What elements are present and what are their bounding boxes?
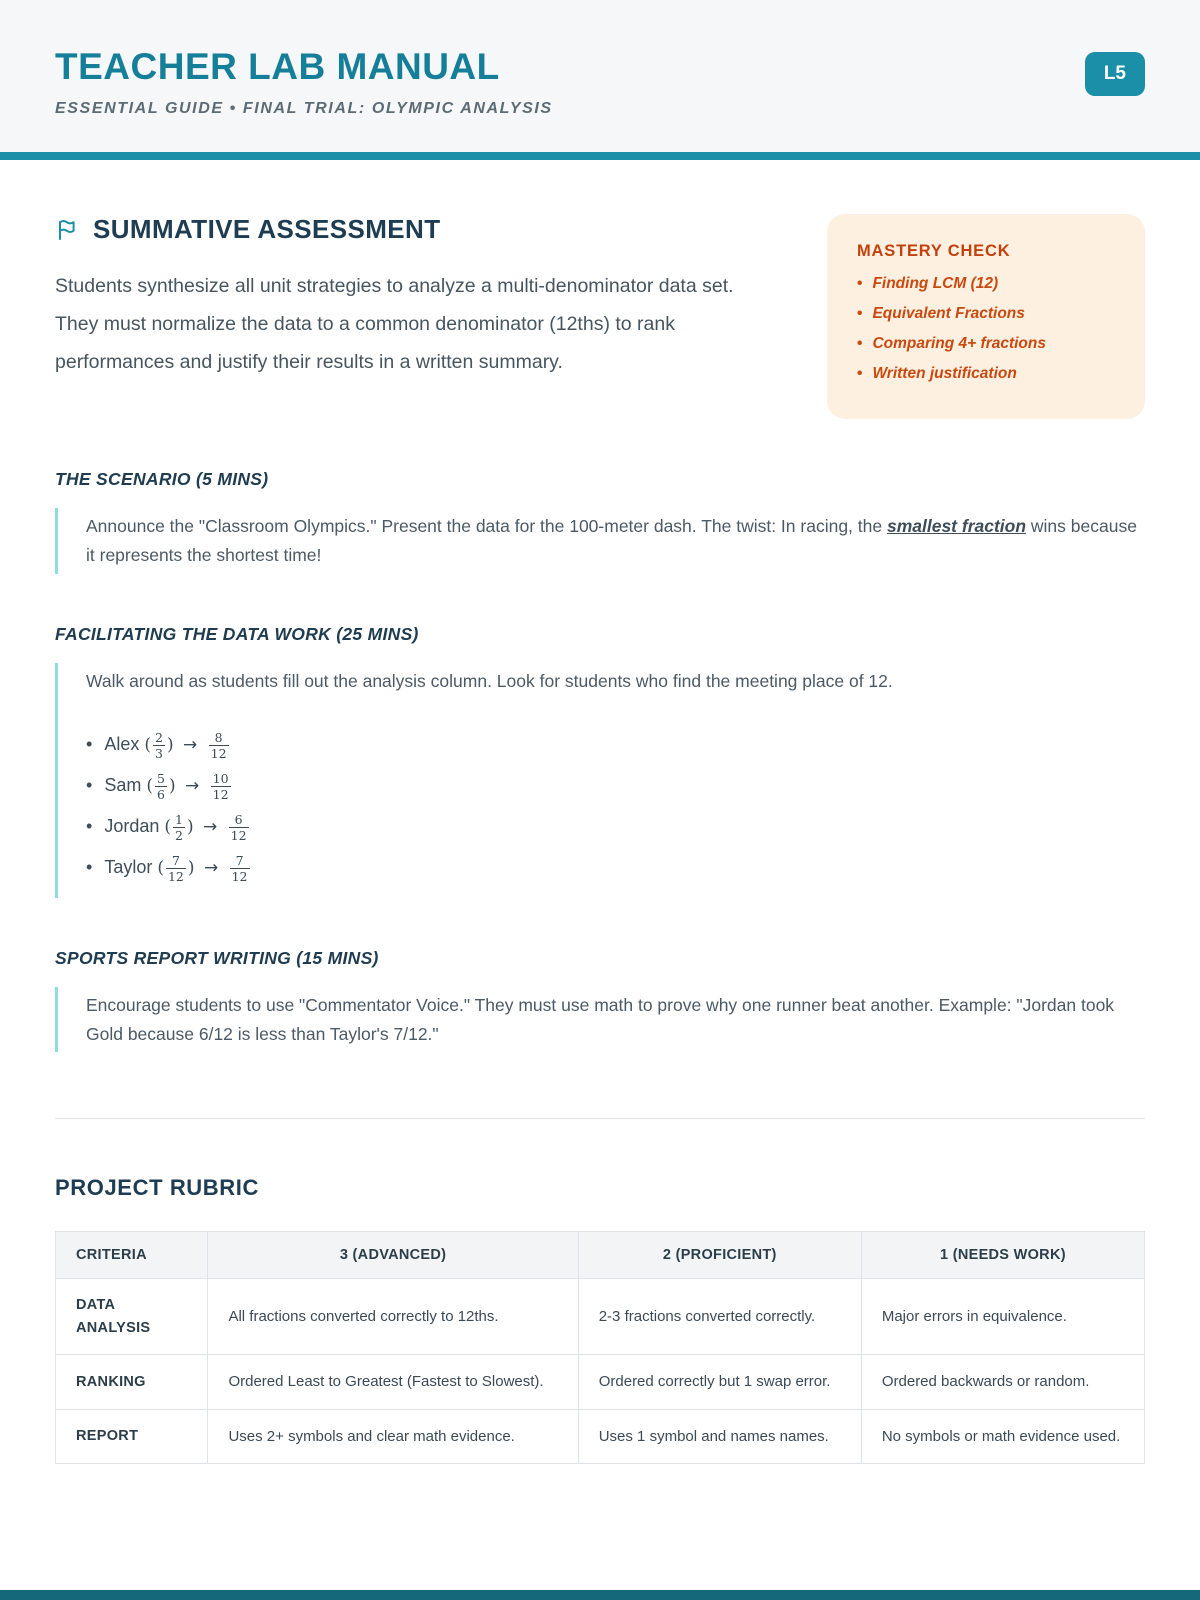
report-text: Encourage students to use "Commentator Voice." They must use math to prove why one runner beat another. Example: "Jordan took Gold because 6/12 is less than Taylor's 7/12."	[86, 994, 1115, 1044]
student-line	[86, 812, 1145, 843]
fraction-conversion: ( $\frac{1}{2}$ ) → $\frac{6}{12}$	[164, 811, 247, 843]
footer-accent-bar	[0, 1590, 1200, 1600]
top-accent-bar	[0, 152, 1200, 160]
fraction: $\frac{2}{3}$	[154, 729, 163, 761]
document-header	[0, 0, 1200, 152]
mastery-check-list	[857, 275, 1115, 383]
column-header-criteria: CRITERIA	[56, 1232, 208, 1279]
scenario-text	[86, 512, 1145, 570]
mastery-item: • Equivalent Fractions	[857, 305, 1115, 323]
rubric-cell: 2-3 fractions converted correctly.	[578, 1279, 861, 1355]
fraction: $\frac{5}{6}$	[156, 770, 165, 802]
rubric-row	[56, 1409, 1145, 1463]
fraction-conversion: ( $\frac{7}{12}$ ) → $\frac{7}{12}$	[157, 852, 248, 884]
fraction: $\frac{10}{12}$	[212, 770, 229, 802]
rubric-table	[55, 1231, 1145, 1463]
scenario-emphasis: smallest fraction	[886, 516, 1027, 536]
assessment-description: Students synthesize all unit strategies to analyze a multi-denominator data set. They must normalize the data to a common denominator (12ths) to rank performances and justify their results in a written summary.	[55, 275, 734, 374]
scenario-text-before: Announce the "Classroom Olympics." Present the data for the 100-meter dash. The twist: In racing, the	[86, 516, 887, 536]
rubric-cell: Ordered correctly but 1 swap error.	[578, 1355, 861, 1409]
lesson-badge: L5	[1085, 52, 1145, 96]
arrow-icon: →	[203, 816, 218, 837]
fraction: $\frac{7}{12}$	[167, 852, 184, 884]
student-fraction-list	[86, 730, 1145, 884]
rubric-cell: No symbols or math evidence used.	[861, 1409, 1144, 1463]
facilitating-quote	[55, 663, 1145, 898]
scenario-text-after: wins because it represents the shortest time!	[86, 516, 1137, 565]
arrow-icon: →	[184, 775, 200, 796]
mastery-item: • Comparing 4+ fractions	[857, 335, 1115, 353]
arrow-icon: →	[182, 734, 198, 755]
fraction: $\frac{6}{12}$	[230, 811, 247, 843]
student-line	[86, 853, 1145, 884]
report-quote	[55, 987, 1145, 1053]
student-line	[86, 771, 1145, 802]
header-text-block	[55, 46, 553, 118]
student-name: Sam	[104, 774, 142, 795]
fraction-conversion: ( $\frac{2}{3}$ ) → $\frac{8}{12}$	[144, 729, 227, 761]
criteria-cell: RANKING	[56, 1355, 208, 1409]
student-name: Jordan	[104, 815, 160, 836]
column-header-proficient: 2 (PROFICIENT)	[578, 1232, 861, 1279]
summative-section	[55, 214, 745, 381]
mastery-item: • Written justification	[857, 365, 1115, 383]
rubric-row	[56, 1279, 1145, 1355]
flag-icon	[55, 218, 79, 242]
subsection-report-title: SPORTS REPORT WRITING (15 MINS)	[55, 947, 379, 968]
rubric-cell: Ordered Least to Greatest (Fastest to Slowest).	[208, 1355, 578, 1409]
rubric-header-row	[56, 1232, 1145, 1279]
rubric-cell: All fractions converted correctly to 12ths.	[208, 1279, 578, 1355]
subsection-scenario-title: THE SCENARIO (5 MINS)	[55, 469, 269, 489]
facilitating-text: Walk around as students fill out the analysis column. Look for students who find the meeting place of 12.	[86, 670, 893, 691]
page-subtitle: ESSENTIAL GUIDE • FINAL TRIAL: OLYMPIC ANALYSIS	[55, 100, 553, 117]
section-divider	[55, 1118, 1145, 1119]
mastery-check-title: MASTERY CHECK	[857, 242, 1011, 260]
rubric-title: PROJECT RUBRIC	[55, 1175, 259, 1201]
student-name: Alex	[104, 733, 140, 754]
page-title: TEACHER LAB MANUAL	[55, 46, 500, 87]
criteria-cell: DATA ANALYSIS	[56, 1279, 208, 1355]
fraction: $\frac{1}{2}$	[175, 811, 183, 843]
subsection-facilitating-title: FACILITATING THE DATA WORK (25 MINS)	[55, 623, 419, 644]
rubric-cell: Uses 2+ symbols and clear math evidence.	[208, 1409, 578, 1463]
rubric-row	[56, 1355, 1145, 1409]
column-header-advanced: 3 (ADVANCED)	[208, 1232, 578, 1279]
section-title-summative: SUMMATIVE ASSESSMENT	[93, 214, 441, 244]
student-name: Taylor	[104, 856, 153, 877]
scenario-quote	[55, 508, 1145, 574]
content	[0, 214, 1200, 1464]
fraction-conversion: ( $\frac{5}{6}$ ) → $\frac{10}{12}$	[146, 770, 229, 802]
student-line	[86, 730, 1145, 761]
rubric-cell: Major errors in equivalence.	[861, 1279, 1144, 1355]
arrow-icon: →	[203, 857, 219, 878]
mastery-check-panel	[827, 214, 1145, 419]
rubric-cell: Uses 1 symbol and names names.	[578, 1409, 861, 1463]
intro-row	[55, 214, 1145, 419]
column-header-needs-work: 1 (NEEDS WORK)	[861, 1232, 1144, 1279]
fraction: $\frac{7}{12}$	[231, 852, 248, 884]
mastery-item: • Finding LCM (12)	[857, 275, 1115, 293]
fraction: $\frac{8}{12}$	[210, 729, 227, 761]
criteria-cell: REPORT	[56, 1409, 208, 1463]
rubric-cell: Ordered backwards or random.	[861, 1355, 1144, 1409]
